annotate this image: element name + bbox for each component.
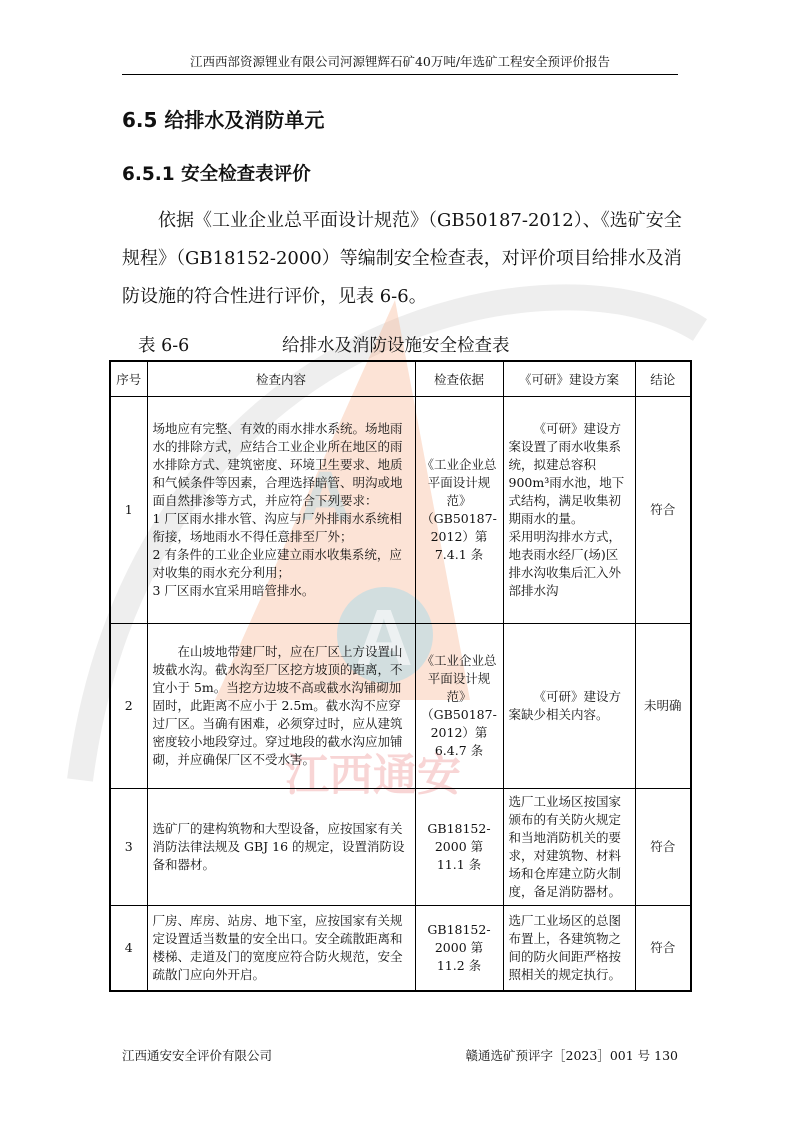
plan-line: 采用明沟排水方式，地表雨水经厂(场)区排水沟收集后汇入外部排水沟 [508, 529, 622, 598]
row-content [147, 624, 415, 789]
row-plan [503, 624, 635, 789]
table-caption-title: 给排水及消防设施安全检查表 [282, 336, 510, 356]
row-content [147, 789, 415, 906]
row-result: 符合 [635, 906, 691, 992]
content-line: 3 厂区雨水宜采用暗管排水。 [152, 583, 315, 598]
footer-company: 江西通安安全评价有限公司 [122, 1048, 273, 1063]
plan-line: 《可研》建设方案缺少相关内容。 [508, 689, 622, 722]
plan-line: 选厂工业场区的总图布置上，各建筑物之间的防火间距严格按照相关的规定执行。 [508, 913, 622, 982]
row-result: 符合 [635, 789, 691, 906]
row-no: 2 [110, 624, 147, 789]
watermark-letter-a-1: A [355, 593, 413, 682]
subsection-title: 6.5.1 安全检查表评价 [122, 164, 311, 185]
watermark-letter-a-2: A [300, 457, 351, 535]
table-caption-number: 表 6-6 [138, 336, 190, 356]
content-line: 厂房、库房、站房、地下室，应按国家有关规定设置适当数量的安全出口。安全疏散距离和楼梯、走道及门的宽度应符合防火规范，安全疏散门应向外开启。 [152, 913, 403, 982]
page-header: 江西西部资源锂业有限公司河源锂辉石矿40万吨/年选矿工程安全预评价报告 [122, 50, 678, 75]
table-row [110, 397, 691, 624]
table-row [110, 789, 691, 906]
content-line: 选矿厂的建构筑物和大型设备，应按国家有关消防法律法规及 GBJ 16 的规定，设置消防设备和器材。 [152, 821, 405, 872]
row-basis: GB18152-2000 第 11.1 条 [415, 789, 503, 906]
header-basis: 检查依据 [415, 361, 503, 397]
row-result: 符合 [635, 397, 691, 624]
table-row [110, 624, 691, 789]
row-basis: GB18152-2000 第 11.2 条 [415, 906, 503, 992]
safety-checklist-table [109, 360, 692, 992]
row-result: 未明确 [635, 624, 691, 789]
plan-line: 《可研》建设方案设置了雨水收集系统，拟建总容积900m³雨水池，地下式结构，满足收集初期雨水的量。 [508, 421, 625, 526]
header-result: 结论 [635, 361, 691, 397]
header-no: 序号 [110, 361, 147, 397]
row-basis: 《工业企业总平面设计规范》（GB50187-2012）第 7.4.1 条 [415, 397, 503, 624]
content-line: 在山坡地带建厂时，应在厂区上方设置山坡截水沟。截水沟至厂区挖方坡顶的距离，不宜小于 5m。当挖方边坡不高或截水沟铺砌加固时，此距离不应小于 2.5m。截水沟不应穿过厂区。当确有困难，必须穿过时，应从建筑密度较小地段穿过。穿过地段的截水沟应加铺砌，并应确保厂区不受水害。 [152, 644, 403, 767]
row-plan [503, 397, 635, 624]
content-line: 2 有条件的工业企业应建立雨水收集系统，应对收集的雨水充分利用； [152, 547, 402, 580]
table-header-row [110, 361, 691, 397]
header-content: 检查内容 [147, 361, 415, 397]
plan-line: 选厂工业场区按国家颁布的有关防火规定和当地消防机关的要求，对建筑物、材料场和仓库建立防火制度，备足消防器材。 [508, 794, 622, 899]
table-row [110, 906, 691, 992]
row-plan [503, 789, 635, 906]
section-title: 6.5 给排水及消防单元 [122, 108, 325, 132]
row-basis: 《工业企业总平面设计规范》（GB50187-2012）第 6.4.7 条 [415, 624, 503, 789]
watermark-seal-text: 江西通安 [285, 750, 461, 801]
content-line: 场地应有完整、有效的雨水排水系统。场地雨水的排除方式，应结合工业企业所在地区的雨水排除方式、建筑密度、环境卫生要求、地质和气候条件等因素，合理选择暗管、明沟或地面自然排渗等方式，并应符合下列要求： [152, 421, 403, 508]
content-line: 1 厂区雨水排水管、沟应与厂外排雨水系统相衔接，场地雨水不得任意排至厂外； [152, 511, 402, 544]
intro-paragraph: 依据《工业企业总平面设计规范》（GB50187-2012）、《选矿安全规程》（GB18152-2000）等编制安全检查表，对评价项目给排水及消防设施的符合性进行评价，见表 6-6。 [122, 210, 682, 307]
row-no: 4 [110, 906, 147, 992]
row-content [147, 397, 415, 624]
header-plan: 《可研》建设方案 [503, 361, 635, 397]
row-no: 1 [110, 397, 147, 624]
row-content [147, 906, 415, 992]
row-plan [503, 906, 635, 992]
footer-doc-number: 赣通选矿预评字［2023］001 号 130 [465, 1048, 678, 1063]
row-no: 3 [110, 789, 147, 906]
